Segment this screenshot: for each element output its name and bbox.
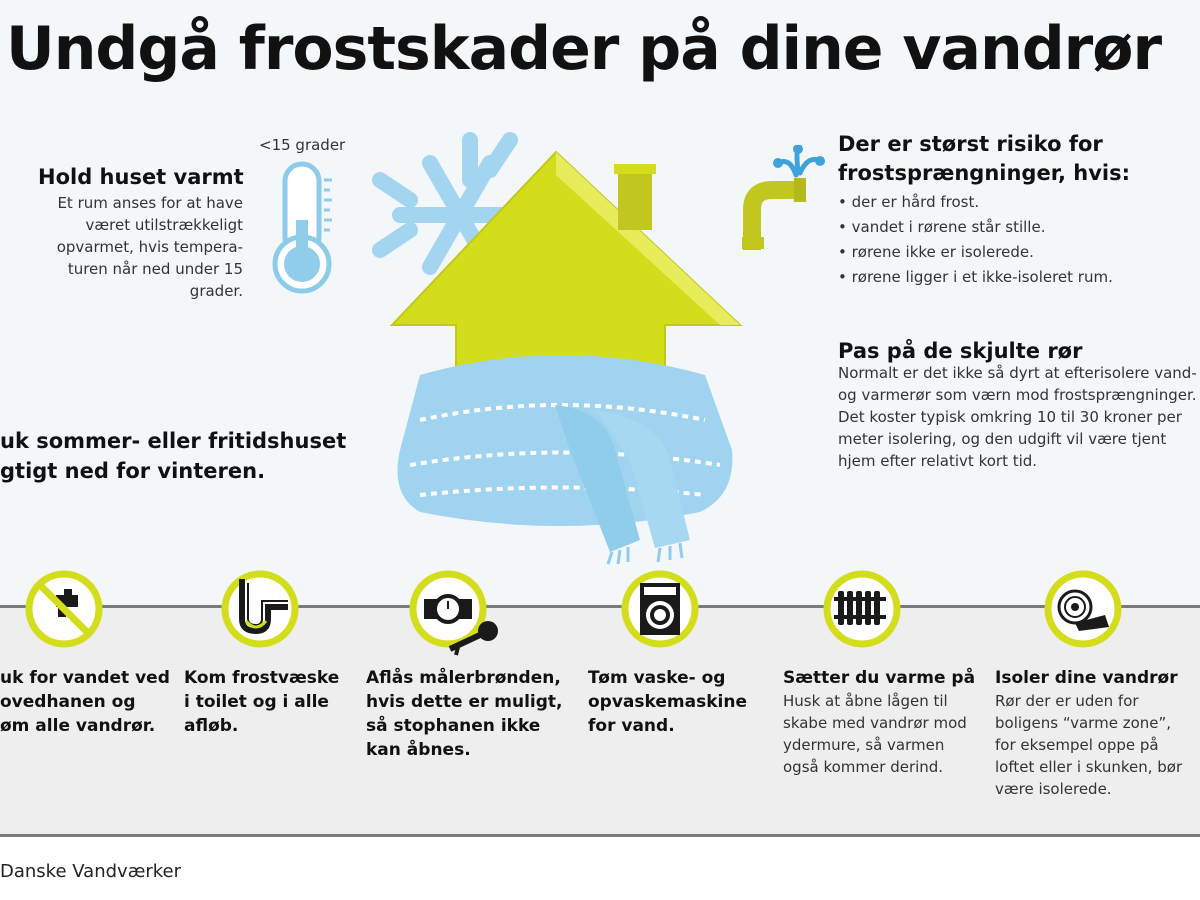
thermometer-icon bbox=[268, 160, 342, 295]
step-6-heading: Isoler dine vandrør bbox=[995, 668, 1178, 688]
hidden-heading: Pas på de skjulte rør bbox=[838, 339, 1083, 363]
hidden-text-2: og varmerør som værn mod frostsprængninger. bbox=[838, 386, 1197, 404]
step-6-text-1: Rør der er uden for bbox=[995, 692, 1139, 710]
divider-bottom bbox=[0, 834, 1200, 837]
hidden-text-4: meter isolering, og den udgift vil være tjent bbox=[838, 430, 1167, 448]
risk-heading-1: Der er størst risiko for bbox=[838, 132, 1103, 156]
step-6-text-3: for eksempel oppe på bbox=[995, 736, 1159, 754]
risk-heading-2: frostsprængninger, hvis: bbox=[838, 161, 1131, 185]
summerhouse-line-2: gtigt ned for vinteren. bbox=[0, 459, 266, 483]
step-3-line-1: Aflås målerbrønden, bbox=[366, 668, 561, 688]
divider-top bbox=[0, 605, 1200, 608]
step-4-line-3: for vand. bbox=[588, 716, 675, 736]
risk-item: • rørene ligger i et ikke-isoleret rum. bbox=[838, 265, 1113, 290]
toilet-pipe-icon bbox=[220, 569, 300, 649]
step-5-text-4: også kommer derind. bbox=[783, 758, 944, 776]
house-with-scarf-illustration bbox=[360, 120, 760, 570]
warm-text-3: opvarmet, hvis tempera- bbox=[56, 238, 243, 256]
step-2-line-3: afløb. bbox=[184, 716, 239, 736]
step-5-heading: Sætter du varme på bbox=[783, 668, 976, 688]
warm-heading: Hold huset varmt bbox=[38, 165, 244, 189]
hidden-text-5: hjem efter relativt kort tid. bbox=[838, 452, 1038, 470]
step-4-line-1: Tøm vaske- og bbox=[588, 668, 726, 688]
hidden-text-1: Normalt er det ikke så dyrt at efterisolere vand- bbox=[838, 364, 1197, 382]
risk-item: • vandet i rørene står stille. bbox=[838, 215, 1113, 240]
step-1-line-3: øm alle vandrør. bbox=[0, 716, 156, 736]
hidden-text-3: Det koster typisk omkring 10 til 30 kroner per bbox=[838, 408, 1182, 426]
step-6-text-2: boligens “varme zone”, bbox=[995, 714, 1172, 732]
step-5-text-1: Husk at åbne lågen til bbox=[783, 692, 948, 710]
step-2-line-1: Kom frostvæske bbox=[184, 668, 340, 688]
step-6-text-4: loftet eller i skunken, bør bbox=[995, 758, 1183, 776]
step-3-line-4: kan åbnes. bbox=[366, 740, 471, 760]
step-3-line-3: så stophanen ikke bbox=[366, 716, 541, 736]
water-meter-key-icon bbox=[408, 569, 488, 649]
no-tap-icon bbox=[24, 569, 104, 649]
warm-text-1: Et rum anses for at have bbox=[57, 194, 243, 212]
step-4-line-2: opvaskemaskine bbox=[588, 692, 747, 712]
warm-text-5: grader. bbox=[189, 282, 243, 300]
source-credit: Danske Vandværker bbox=[0, 861, 182, 882]
burst-pipe-icon bbox=[738, 145, 828, 255]
step-1-line-2: ovedhanen og bbox=[0, 692, 136, 712]
step-2-line-2: i toilet og i alle bbox=[184, 692, 329, 712]
risk-list bbox=[838, 190, 1113, 290]
step-3-line-2: hvis dette er muligt, bbox=[366, 692, 563, 712]
step-6-text-5: være isolerede. bbox=[995, 780, 1112, 798]
washing-machine-icon bbox=[620, 569, 700, 649]
insulation-roll-icon bbox=[1043, 569, 1123, 649]
risk-item: • der er hård frost. bbox=[838, 190, 1113, 215]
step-1-line-1: uk for vandet ved bbox=[0, 668, 170, 688]
radiator-icon bbox=[822, 569, 902, 649]
warm-text-2: været utilstrækkeligt bbox=[85, 216, 243, 234]
thermometer-label: <15 grader bbox=[259, 136, 346, 154]
warm-text-4: turen når ned under 15 bbox=[67, 260, 243, 278]
risk-item: • rørene ikke er isolerede. bbox=[838, 240, 1113, 265]
summerhouse-line-1: uk sommer- eller fritidshuset bbox=[0, 429, 347, 453]
step-5-text-2: skabe med vandrør mod bbox=[783, 714, 967, 732]
step-5-text-3: ydermure, så varmen bbox=[783, 736, 945, 754]
page-title: Undgå frostskader på dine vandrør bbox=[6, 14, 1162, 84]
